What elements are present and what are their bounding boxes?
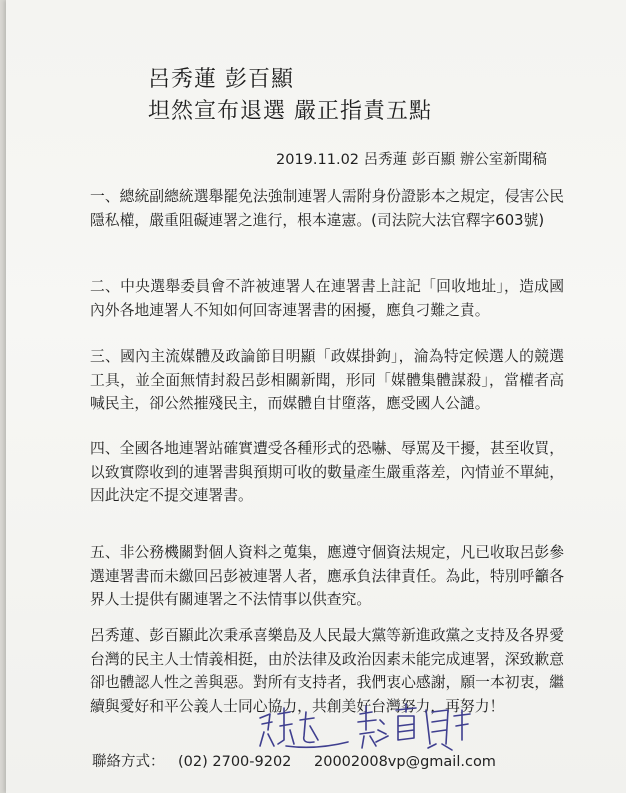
- contact-phone: (02) 2700-9202: [178, 754, 292, 770]
- paragraph-closing: 呂秀蓮、彭百顯此次秉承喜樂島及人民最大黨等新進政黨之支持及各界愛台灣的民主人士情義相挺，由於法律及政治因素未能完成連署，深致歉意卻也體認人性之善與惡。對所有支持者，我們衷心感謝，願一本初衷，繼續與愛好和平公義人士同心協力，共創美好台灣努力，再努力！: [90, 627, 564, 715]
- title-names: 呂秀蓮 彭百顯: [148, 67, 294, 92]
- paragraph-point-1: 一、總統副總統選舉罷免法強制連署人需附身份證影本之規定，侵害公民隱私權，嚴重阻礙連署之進行，根本違憲。(司法院大法官釋字603號): [90, 188, 564, 229]
- dateline: 2019.11.02 呂秀蓮 彭百顯 辦公室新聞稿: [276, 152, 547, 168]
- contact-label: 聯絡方式：: [92, 754, 165, 770]
- paragraph-point-4: 四、全國各地連署站確實遭受各種形式的恐嚇、辱罵及干擾，甚至收買，以致實際收到的連署書與預期可收的數量產生嚴重落差，內情並不單純，因此決定不提交連署書。: [90, 440, 564, 504]
- press-release-page: [6, 0, 626, 793]
- paragraph-point-2: 二、中央選舉委員會不許被連署人在連署書上註記「回收地址」，造成國內外各地連署人不知如何回寄連署書的困擾，應負刁難之責。: [90, 278, 564, 319]
- paragraph-point-3: 三、國內主流媒體及政論節目明顯「政媒掛鉤」，淪為特定候選人的競選工具，並全面無情封殺呂彭相關新聞，形同「媒體集體謀殺」，當權者高喊民主，卻公然摧殘民主，而媒體自甘墮落，應受國人公譴。: [90, 348, 564, 412]
- contact-email: 20002008vp@gmail.com: [314, 754, 496, 770]
- contact-line: [92, 750, 496, 771]
- paragraph-point-5: 五、非公務機關對個人資料之蒐集，應遵守個資法規定，凡已收取呂彭參選連署書而未繳回呂彭被連署人者，應承負法律責任。為此，特別呼籲各界人士提供有關連署之不法情事以供查究。: [90, 544, 564, 608]
- title-headline: 坦然宣布退選 嚴正指責五點: [148, 99, 432, 124]
